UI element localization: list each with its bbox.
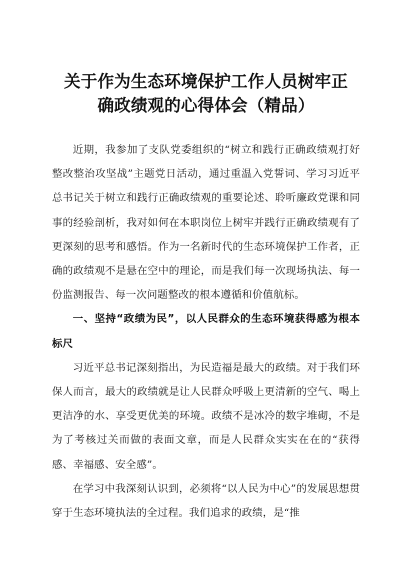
section-heading-1: 一、坚持“政绩为民”，以人民群众的生态环境获得感为根本标尺 (52, 313, 360, 350)
document-title: 关于作为生态环境保护工作人员树牢正确政绩观的心得体会（精品） (64, 72, 348, 115)
body-paragraph-1: 习近平总书记深刻指出，为民造福是最大的政绩。对于我们环保人而言，最大的政绩就是让人民群众呼吸上更清新的空气、喝上更洁净的水、享受更优美的环境。政绩不是冰冷的数字堆砌，不是为了考核过关而做的表面文章，而是人民群众实实在在的“获得感、幸福感、安全感”。 (52, 361, 360, 471)
intro-paragraph: 近期，我参加了支队党委组织的“树立和践行正确政绩观打好整改整治攻坚战”主题党日活动，通过重温入党誓词、学习习近平总书记关于树立和践行正确政绩观的重要论述、聆听廉政党课和同事的经验剖析，我对如何在本职岗位上树牢并践行正确政绩观有了更深刻的思考和感悟。作为一名新时代的生态环境保护工作者，正确的政绩观不是悬在空中的理论，而是我们每一次现场执法、每一份监测报告、每一次问题整改的根本遵循和价值航标。 (52, 144, 360, 302)
body-paragraph-2: 在学习中我深刻认识到，必须将“以人民为中心”的发展思想贯穿于生态环境执法的全过程。我们追求的政绩，是“推 (52, 482, 360, 520)
